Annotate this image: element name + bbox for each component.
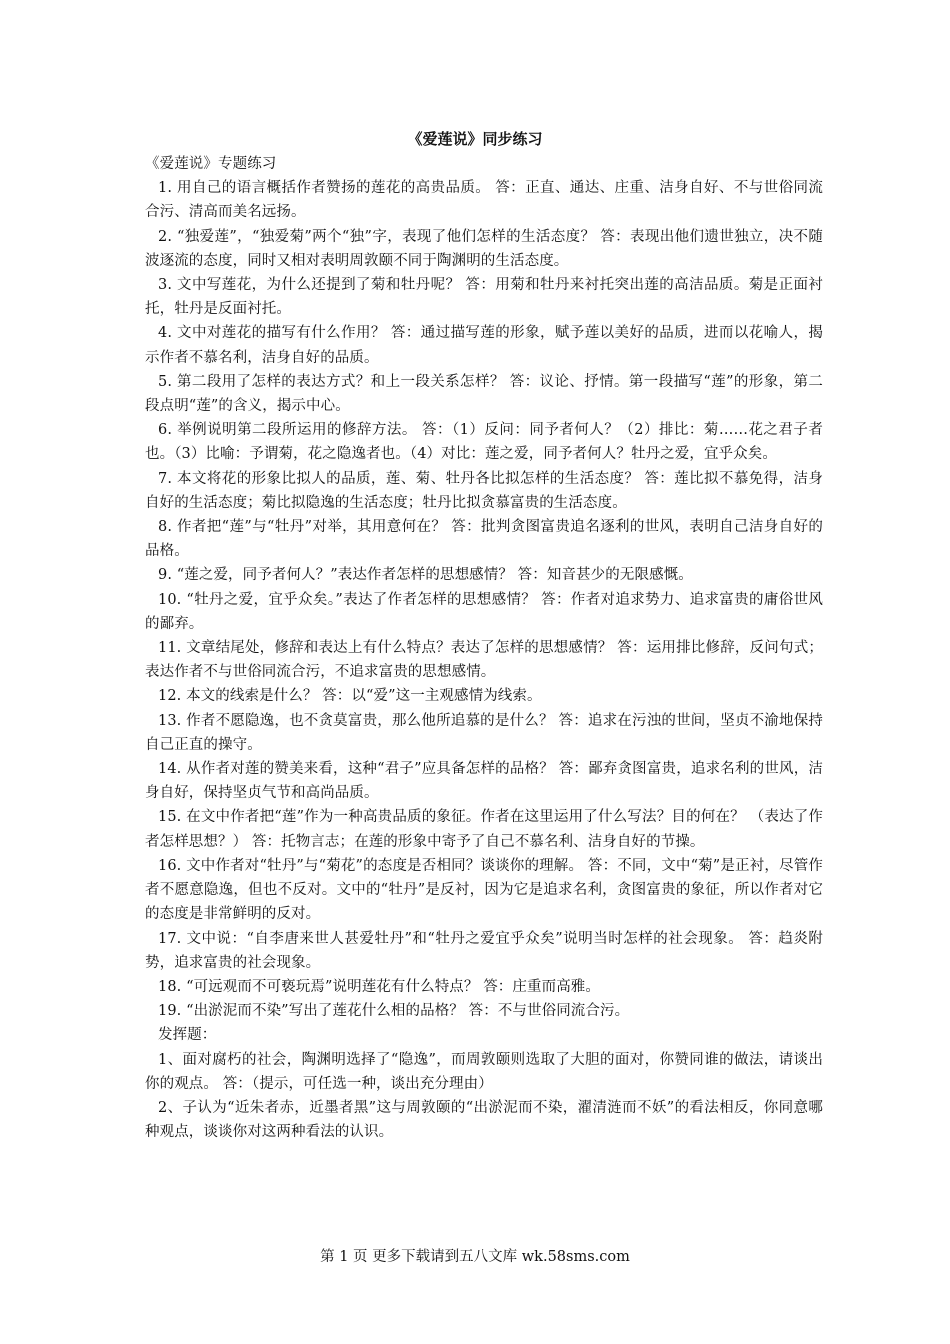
question-16: 16. 文中作者对“牡丹”与“菊花”的态度是否相同？谈谈你的理解。 答：不同，文中“菊”是正衬，尽管作者不愿意隐逸，但也不反对。文中的“牡丹”是反衬，因为它是追求名利，贪图富贵的象征，所以作者对它的态度是非常鲜明的反对。 — [145, 857, 823, 923]
question-19: 19. “出淤泥而不染”写出了莲花什么相的品格？ 答：不与世俗同流合污。 — [158, 1003, 630, 1020]
extension-item-1: 1、面对腐朽的社会，陶渊明选择了“隐逸”，而周敦颐则选取了大胆的面对，你赞同谁的做法，请谈出你的观点。 答：（提示，可任选一种，谈出充分理由） — [145, 1051, 823, 1092]
question-17: 17. 文中说：“自李唐来世人甚爱牡丹”和“牡丹之爱宜乎众矣”说明当时怎样的社会现象。 答：趋炎附势，追求富贵的社会现象。 — [145, 930, 823, 971]
question-13: 13. 作者不愿隐逸，也不贪莫富贵，那么他所追慕的是什么？ 答：追求在污浊的世间，坚贞不渝地保持自己正直的操守。 — [145, 712, 823, 753]
question-11: 11. 文章结尾处，修辞和表达上有什么特点？表达了怎样的思想感情？ 答：运用排比修辞，反问句式；表达作者不与世俗同流合污，不追求富贵的思想感情。 — [145, 640, 823, 681]
page-footer: 第 1 页 更多下载请到五八文库 wk.58sms.com — [320, 1249, 630, 1265]
question-7: 7. 本文将花的形象比拟人的品质，莲、菊、牡丹各比拟怎样的生活态度？ 答：莲比拟不慕免得，洁身自好的生活态度；菊比拟隐逸的生活态度；牡丹比拟贪慕富贵的生活态度。 — [145, 470, 823, 511]
question-8: 8. 作者把“莲”与“牡丹”对举，其用意何在？ 答：批判贪图富贵追名逐利的世风，表明自己洁身自好的品格。 — [145, 519, 823, 560]
question-3: 3. 文中写莲花，为什么还提到了菊和牡丹呢？ 答：用菊和牡丹来衬托突出莲的高洁品质。菊是正面衬托，牡丹是反面衬托。 — [145, 277, 823, 318]
document-title: 《爱莲说》同步练习 — [407, 130, 543, 148]
question-18: 18. “可远观而不可亵玩焉”说明莲花有什么特点？ 答：庄重而高雅。 — [158, 978, 601, 995]
question-5: 5. 第二段用了怎样的表达方式？和上一段关系怎样？ 答：议论、抒情。第一段描写“莲”的形象，第二段点明“莲”的含义，揭示中心。 — [145, 373, 823, 415]
extension-section-label: 发挥题： — [158, 1027, 217, 1044]
question-10: 10. “牡丹之爱，宜乎众矣。”表达了作者怎样的思想感情？ 答：作者对追求势力、追求富贵的庸俗世风的鄙弃。 — [145, 591, 823, 632]
question-1: 1. 用自己的语言概括作者赞扬的莲花的高贵品质。 答：正直、通达、庄重、洁身自好、不与世俗同流合污、清高而美名远扬。 — [145, 180, 823, 221]
question-6: 6. 举例说明第二段所运用的修辞方法。 答：（1）反问：同予者何人？（2）排比：菊……花之君子者也。（3）比喻：予谓菊，花之隐逸者也。（4）对比：莲之爱，同予者何人？牡丹之爱，宜乎众矣。 — [145, 422, 823, 463]
document-body — [145, 152, 823, 1144]
question-2: 2. “独爱莲”，“独爱菊”两个“独”字，表现了他们怎样的生活态度？ 答：表现出他们遗世独立，决不随波逐流的态度，同时又相对表明周敦颐不同于陶渊明的生活态度。 — [145, 228, 823, 269]
question-12: 12. 本文的线索是什么？ 答：以“爱”这一主观感情为线索。 — [158, 688, 542, 705]
question-14: 14. 从作者对莲的赞美来看，这种“君子”应具备怎样的品格？ 答：鄙弃贪图富贵，追求名利的世风，洁身自好，保持坚贞气节和高尚品质。 — [145, 761, 823, 802]
question-15: 15. 在文中作者把“莲”作为一种高贵品质的象征。作者在这里运用了什么写法？目的何在？ （表达了作者怎样思想？） 答：托物言志；在莲的形象中寄予了自己不慕名利、洁身自好的节操。 — [145, 809, 823, 850]
extension-item-2: 2、子认为“近朱者赤，近墨者黑”这与周敦颐的“出淤泥而不染，濯清涟而不妖”的看法相反，你同意哪种观点，谈谈你对这两种看法的认识。 — [145, 1099, 823, 1141]
document-subtitle: 《爱莲说》专题练习 — [145, 156, 277, 172]
question-9: 9. “莲之爱，同予者何人？”表达作者怎样的思想感情？ 答：知音甚少的无限感慨。 — [158, 567, 693, 584]
question-4: 4. 文中对莲花的描写有什么作用？ 答：通过描写莲的形象，赋予莲以美好的品质，进而以花喻人，揭示作者不慕名利，洁身自好的品质。 — [145, 325, 823, 366]
